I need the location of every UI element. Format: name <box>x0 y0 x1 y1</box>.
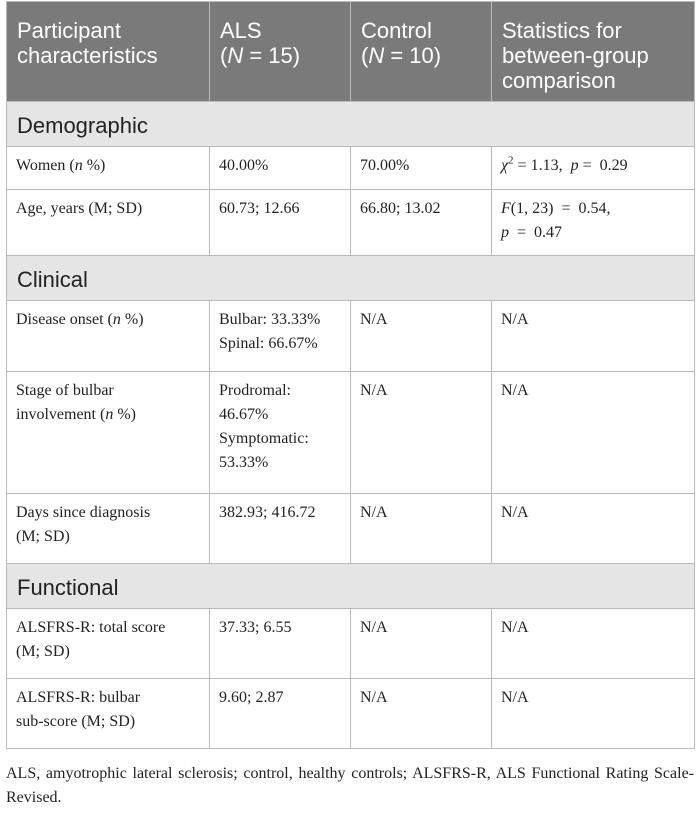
statistic-value: N/A <box>492 679 695 749</box>
control-value: N/A <box>351 609 492 679</box>
section-title-clinical: Clinical <box>7 256 695 301</box>
row-label: Stage of bulbar involvement (n %) <box>7 372 210 494</box>
row-label: ALSFRS-R: bulbar sub-score (M; SD) <box>7 679 210 749</box>
row-label: Women (n %) <box>7 147 210 190</box>
control-value: N/A <box>351 494 492 564</box>
statistic-value: N/A <box>492 494 695 564</box>
statistic-value: F(1, 23) = 0.54, p = 0.47 <box>492 190 695 256</box>
als-value: 9.60; 2.87 <box>210 679 351 749</box>
table-row-stage-bulbar <box>7 372 695 494</box>
table-row-age <box>7 190 695 256</box>
statistic-value: $\chi^2 = 1.13$, p = 0.29 <box>492 147 695 190</box>
table-row-days-since-diagnosis <box>7 494 695 564</box>
control-value: N/A <box>351 679 492 749</box>
als-value: 37.33; 6.55 <box>210 609 351 679</box>
control-value: 66.80; 13.02 <box>351 190 492 256</box>
participant-characteristics-table <box>6 1 695 749</box>
statistic-value: N/A <box>492 372 695 494</box>
row-label: Disease onset (n %) <box>7 301 210 372</box>
section-row-demographic <box>7 102 695 147</box>
table-container <box>6 1 694 749</box>
table-header-row <box>7 2 695 102</box>
table-row-alsfrs-total <box>7 609 695 679</box>
header-statistics: Statistics for between-group comparison <box>492 2 695 102</box>
header-als: ALS (N = 15) <box>210 2 351 102</box>
als-value: 382.93; 416.72 <box>210 494 351 564</box>
row-label: ALSFRS-R: total score (M; SD) <box>7 609 210 679</box>
table-row-disease-onset <box>7 301 695 372</box>
section-row-functional <box>7 564 695 609</box>
control-value: N/A <box>351 301 492 372</box>
als-value: 60.73; 12.66 <box>210 190 351 256</box>
statistic-value: N/A <box>492 301 695 372</box>
header-participant-characteristics: Participant characteristics <box>7 2 210 102</box>
als-value: Bulbar: 33.33% Spinal: 66.67% <box>210 301 351 372</box>
section-title-demographic: Demographic <box>7 102 695 147</box>
header-control: Control (N = 10) <box>351 2 492 102</box>
control-value: 70.00% <box>351 147 492 190</box>
control-value: N/A <box>351 372 492 494</box>
row-label: Days since diagnosis (M; SD) <box>7 494 210 564</box>
table-row-alsfrs-bulbar <box>7 679 695 749</box>
als-value: Prodromal: 46.67% Symptomatic: 53.33% <box>210 372 351 494</box>
als-value: 40.00% <box>210 147 351 190</box>
section-title-functional: Functional <box>7 564 695 609</box>
section-row-clinical <box>7 256 695 301</box>
table-row-women <box>7 147 695 190</box>
table-footnote: ALS, amyotrophic lateral sclerosis; control, healthy controls; ALSFRS-R, ALS Functional Rating Scale-Revised. <box>6 765 694 806</box>
row-label: Age, years (M; SD) <box>7 190 210 256</box>
statistic-value: N/A <box>492 609 695 679</box>
